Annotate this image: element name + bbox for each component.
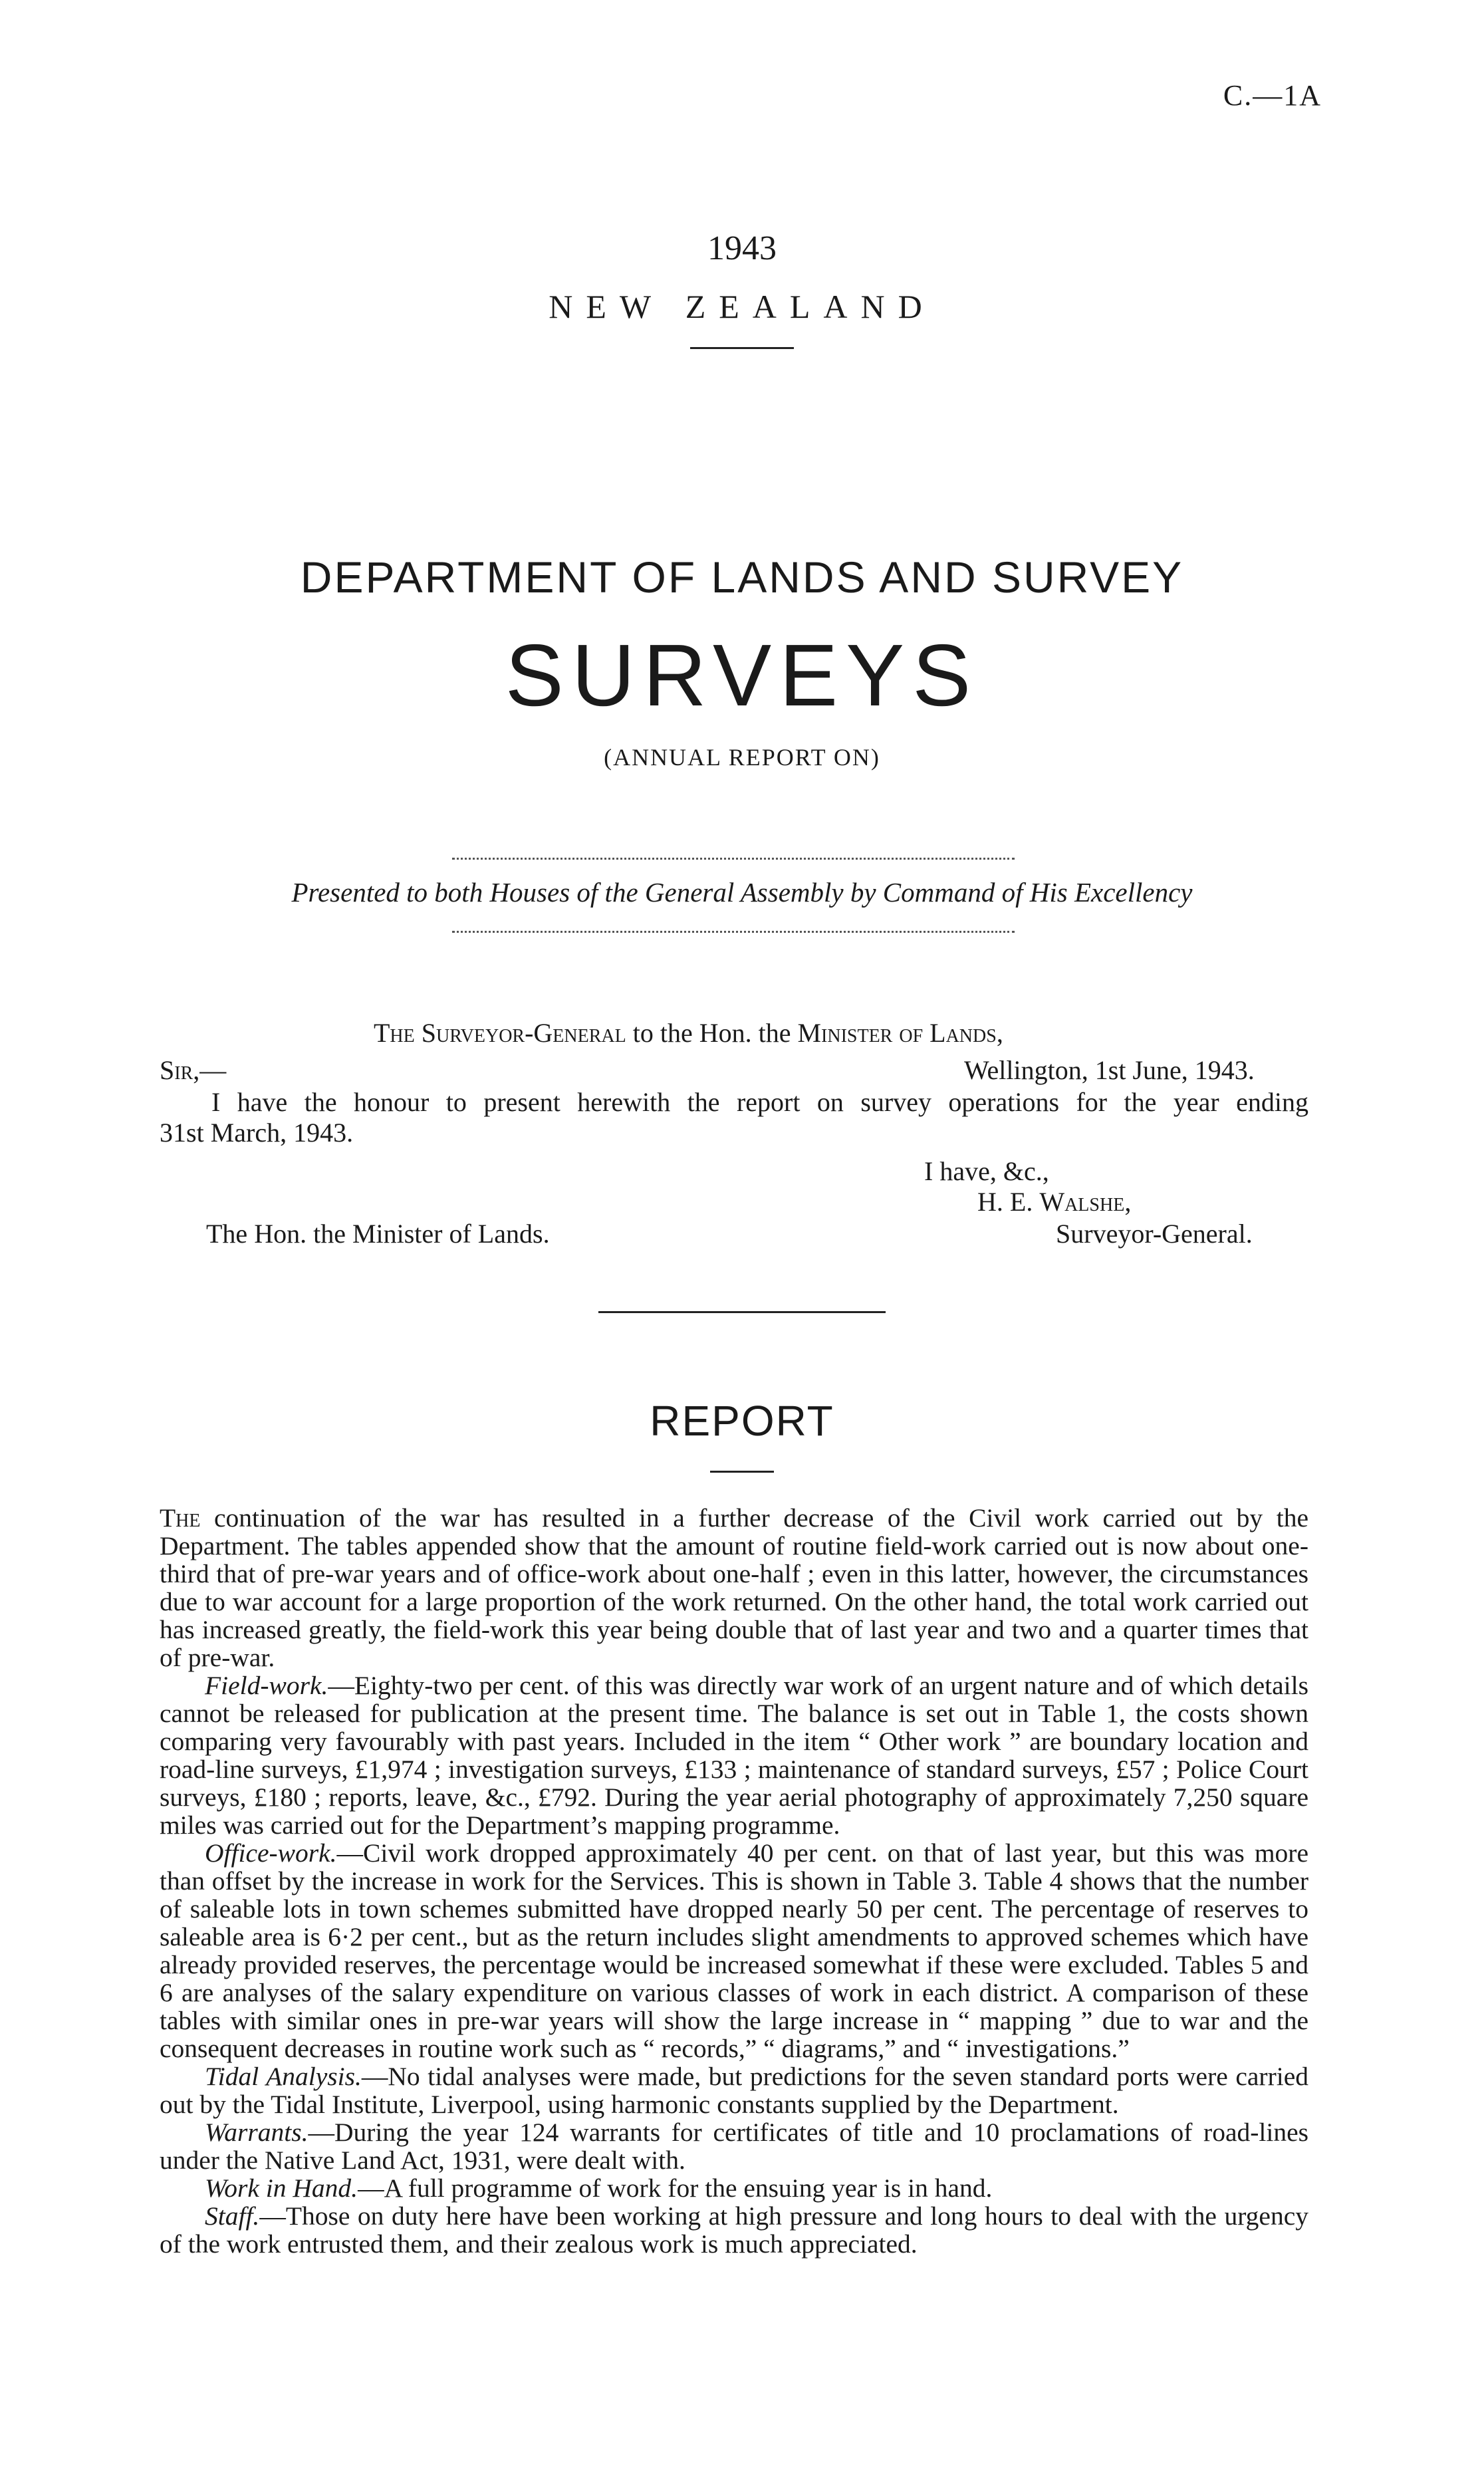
paragraph-label: Warrants. [205, 2118, 309, 2147]
paragraph-warrants [160, 2118, 1308, 2174]
masthead-divider [690, 347, 794, 349]
paragraph-text: —Eighty-two per cent. of this was directly war work of an urgent nature and of which details cannot be released for publication at the present time. The balance is set out in Table 1, the costs shown comparing very favourably with past years. Included in the item “ Other work ” are boundary location and road-line surveys, £1,974 ; investigation surveys, £133 ; maintenance of standard surveys, £57 ; Police Court surveys, £180 ; reports, leave, &c., £792. During the year aerial photography of approximately 7,250 square miles was carried out for the Department’s mapping programme. [160, 1671, 1308, 1840]
department-heading: DEPARTMENT OF LANDS AND SURVEY [300, 553, 1184, 602]
country-heading: NEW ZEALAND [549, 288, 935, 325]
presented-top-rule [452, 858, 1015, 860]
publication-year: 1943 [707, 229, 777, 267]
paragraph-text: —During the year 124 warrants for certificates of title and 10 proclamations of road-lines under the Native Land Act, 1931, were dealt with. [160, 2118, 1308, 2175]
letter-closing: I have, &c., [924, 1156, 1049, 1186]
intro-lead: The [160, 1503, 201, 1533]
paragraph-text: —A full programme of work for the ensuing year is in hand. [358, 2173, 993, 2203]
report-heading: REPORT [650, 1397, 834, 1445]
presented-bottom-rule [452, 931, 1015, 933]
signatory-initials: H. E. [977, 1187, 1040, 1217]
paragraph-work-in-hand [160, 2174, 1308, 2202]
letter-recipient: The Hon. the Minister of Lands. [206, 1219, 550, 1249]
letter-divider [598, 1311, 886, 1313]
paragraph-staff [160, 2202, 1308, 2258]
letter-from: The Surveyor-General [374, 1018, 626, 1048]
letter-body-line2: 31st March, 1943. [160, 1118, 354, 1148]
report-subtitle: (ANNUAL REPORT ON) [604, 744, 880, 771]
letter-body-line1: I have the honour to present herewith the report on survey operations for the year ending [211, 1087, 1308, 1117]
paragraph-text: —Those on duty here have been working at high pressure and long hours to deal with the urgency of the work entrusted them, and their zealous work is much appreciated. [160, 2201, 1308, 2259]
paragraph-tidal-analysis [160, 2062, 1308, 2118]
document-reference: C.—1A [1223, 79, 1322, 112]
signatory-surname: Walshe [1039, 1187, 1125, 1217]
letter-signatory [977, 1186, 1131, 1217]
letter-salutation: Sir,— [160, 1055, 227, 1085]
report-title: SURVEYS [505, 626, 979, 724]
paragraph-label: Tidal Analysis. [205, 2062, 362, 2091]
intro-text: continuation of the war has resulted in a further decrease of the Civil work carried out by the Department. The tables appended show that the amount of routine field-work carried out is now about one-third that of pre-war years and of office-work about one-half ; even in this latter, however, the circumstances due to war account for a large proportion of the work returned. On the other hand, the total work carried out has increased greatly, the field-work this year being double that of last year and two and a quarter times that of pre-war. [160, 1503, 1308, 1672]
letter-address-end: , [996, 1018, 1003, 1048]
signatory-end: , [1124, 1187, 1132, 1217]
paragraph-label: Field-work. [205, 1671, 328, 1700]
paragraph-label: Staff. [205, 2201, 260, 2231]
letter-to: Minister of Lands [797, 1018, 997, 1048]
letter-address [374, 1017, 1003, 1048]
paragraph-label: Work in Hand. [205, 2173, 358, 2203]
report-body [160, 1504, 1308, 2258]
report-intro [160, 1504, 1308, 1671]
paragraph-field-work [160, 1671, 1308, 1839]
letter-place-date: Wellington, 1st June, 1943. [964, 1055, 1255, 1085]
paragraph-label: Office-work. [205, 1838, 337, 1868]
report-heading-rule [710, 1471, 774, 1473]
presented-line: Presented to both Houses of the General Assembly by Command of His Excellency [291, 877, 1193, 908]
signatory-title: Surveyor-General. [1056, 1219, 1253, 1249]
paragraph-text: —Civil work dropped approximately 40 per cent. on that of last year, but this was more than offset by the increase in work for the Services. This is shown in Table 3. Table 4 shows that the number of saleable lots in town schemes submitted have dropped nearly 50 per cent. The percentage of reserves to saleable area is 6·2 per cent., but as the return includes slight amendments to approved schemes which have already provided reserves, the percentage would be increased somewhat if these were excluded. Tables 5 and 6 are analyses of the salary expenditure on various classes of work in each district. A comparison of these tables with similar ones in pre-war years will show the large increase in “ mapping ” due to war and the consequent decreases in routine work such as “ records,” “ diagrams,” and “ investigations.” [160, 1838, 1308, 2063]
paragraph-office-work [160, 1839, 1308, 2062]
letter-address-mid: to the Hon. the [626, 1018, 798, 1048]
paragraph-text: —No tidal analyses were made, but predictions for the seven standard ports were carried out by the Tidal Institute, Liverpool, using harmonic constants supplied by the Department. [160, 2062, 1308, 2119]
